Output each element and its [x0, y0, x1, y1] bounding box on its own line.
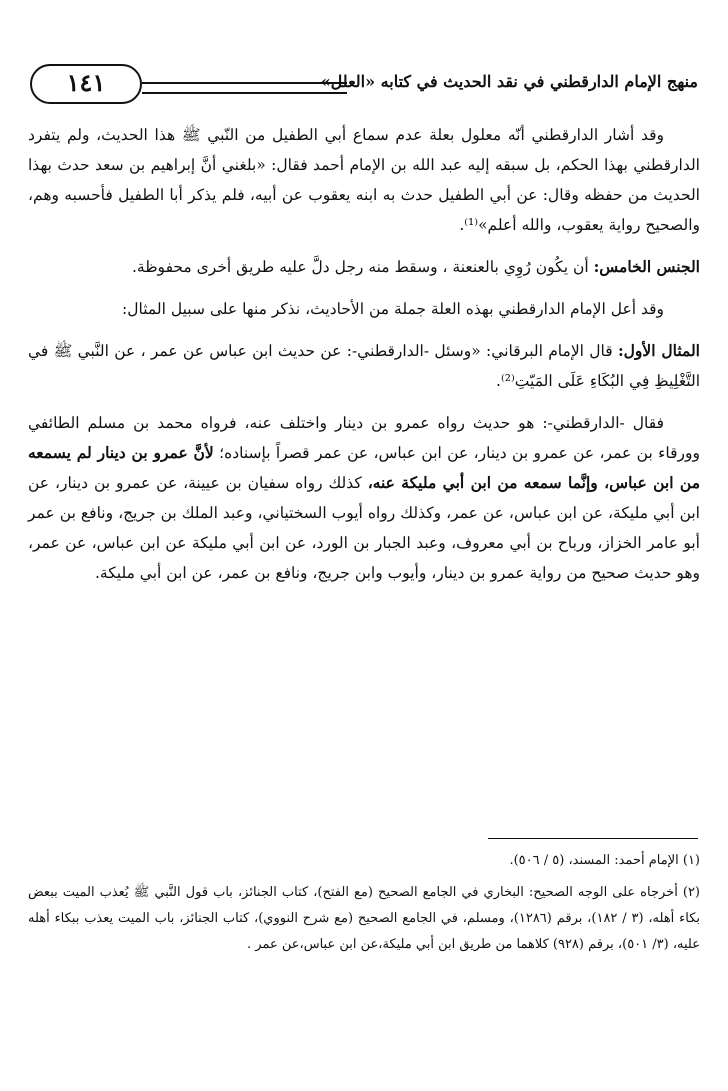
main-text	[28, 120, 700, 600]
header-double-rule	[142, 82, 347, 94]
footnote-2: (٢) أخرجاه على الوجه الصحيح: البخاري في الجامع الصحيح (مع الفتح)، كتاب الجنائز، باب قول النَّبي ﷺ يُعذب الميت ببعض بكاء أهله، (٣ / ١٨٢)، برقم (١٢٨٦)، ومسلم، في الجامع الصحيح (مع شرح النووي)، كتاب الجنائز، باب الميت يعذب ببكاء أهله عليه، (٣/ ٥٠١)، برقم (٩٢٨) كلاهما من طريق ابن أبي مليكة،عن ابن عباس،عن عمر .	[28, 885, 700, 952]
footnotes	[28, 848, 700, 964]
page-number: ١٤١	[30, 64, 142, 104]
page-header	[30, 60, 698, 116]
footnote-divider	[488, 838, 698, 839]
paragraph-4-text: قال الإمام البرقاني: «وسئل -الدارقطني-: عن حديث ابن عباس عن عمر ، عن النَّبي ﷺ في التَّغْلِيظِ فِي البُكَاءِ عَلَى المَيّتِ⁽²⁾.	[28, 342, 700, 390]
paragraph-3: وقد أعل الإمام الدارقطني بهذه العلة جملة من الأحاديث، نذكر منها على سبيل المثال:	[122, 300, 664, 318]
example-label: المثال الأول:	[617, 341, 700, 360]
paragraph-2	[28, 252, 700, 282]
paragraph-5-rest: كذلك رواه سفيان بن عيينة، عن عمرو بن دينار، عن ابن أبي مليكة، عن ابن عباس، عن عمر، وكذلك رواه أيوب السختياني، وعبد الملك بن جريج، ونافع بن عمر أبو عامر الخزاز، ورباح بن أبي معروف، وعبد الجبار بن الورد، عن ابن أبي مليكة عن ابن عباس، عن عمر، وهو حديث صحيح من رواية عمرو بن دينار، وأيوب وابن جريج، ونافع بن عمر، عن ابن أبي مليكة.	[28, 474, 700, 582]
paragraph-2-text: أن يكُون رُوِي بالعنعنة ، وسقط منه رجل دلَّ عليه طريق أخرى محفوظة.	[131, 258, 589, 276]
paragraph-4	[28, 336, 700, 396]
paragraph-5	[28, 408, 700, 588]
paragraph-1: وقد أشار الدارقطني أنّه معلول بعلة عدم سماع أبي الطفيل من النّبي ﷺ هذا الحديث، ولم يتفرد الدارقطني بهذا الحكم، بل سبقه إليه عبد الله بن الإمام أحمد فقال: «بلغني أنَّ إبراهيم بن سعد حدث بهذا الحديث من حفظه وقال: عن أبي الطفيل حدث به ابنه يعقوب عن أبيه، فلم يذكر أبا الطفيل فأحسبه وهم، والصحيح رواية يعقوب، والله أعلم»⁽¹⁾.	[28, 126, 700, 234]
running-title: منهج الإمام الدارقطني في نقد الحديث في كتابه «العلل»	[320, 72, 698, 91]
section-label: الجنس الخامس:	[593, 257, 700, 276]
footnote-1: (١) الإمام أحمد: المسند، (٥ / ٥٠٦).	[509, 853, 700, 868]
paragraph-5-bold: لأنَّ عمرو بن دينار لم يسمعه من ابن عباس، وإنَّما سمعه من ابن أبي مليكة عنه،	[28, 443, 700, 492]
paragraph-5-intro: فقال -الدارقطني-: هو حديث رواه عمرو بن دينار واختلف عنه، فرواه محمد بن مسلم الطائفي وورقاء بن عمر، عن عمرو بن دينار، عن ابن عباس، عن عمر قصراً بإسناده؛	[28, 414, 701, 462]
